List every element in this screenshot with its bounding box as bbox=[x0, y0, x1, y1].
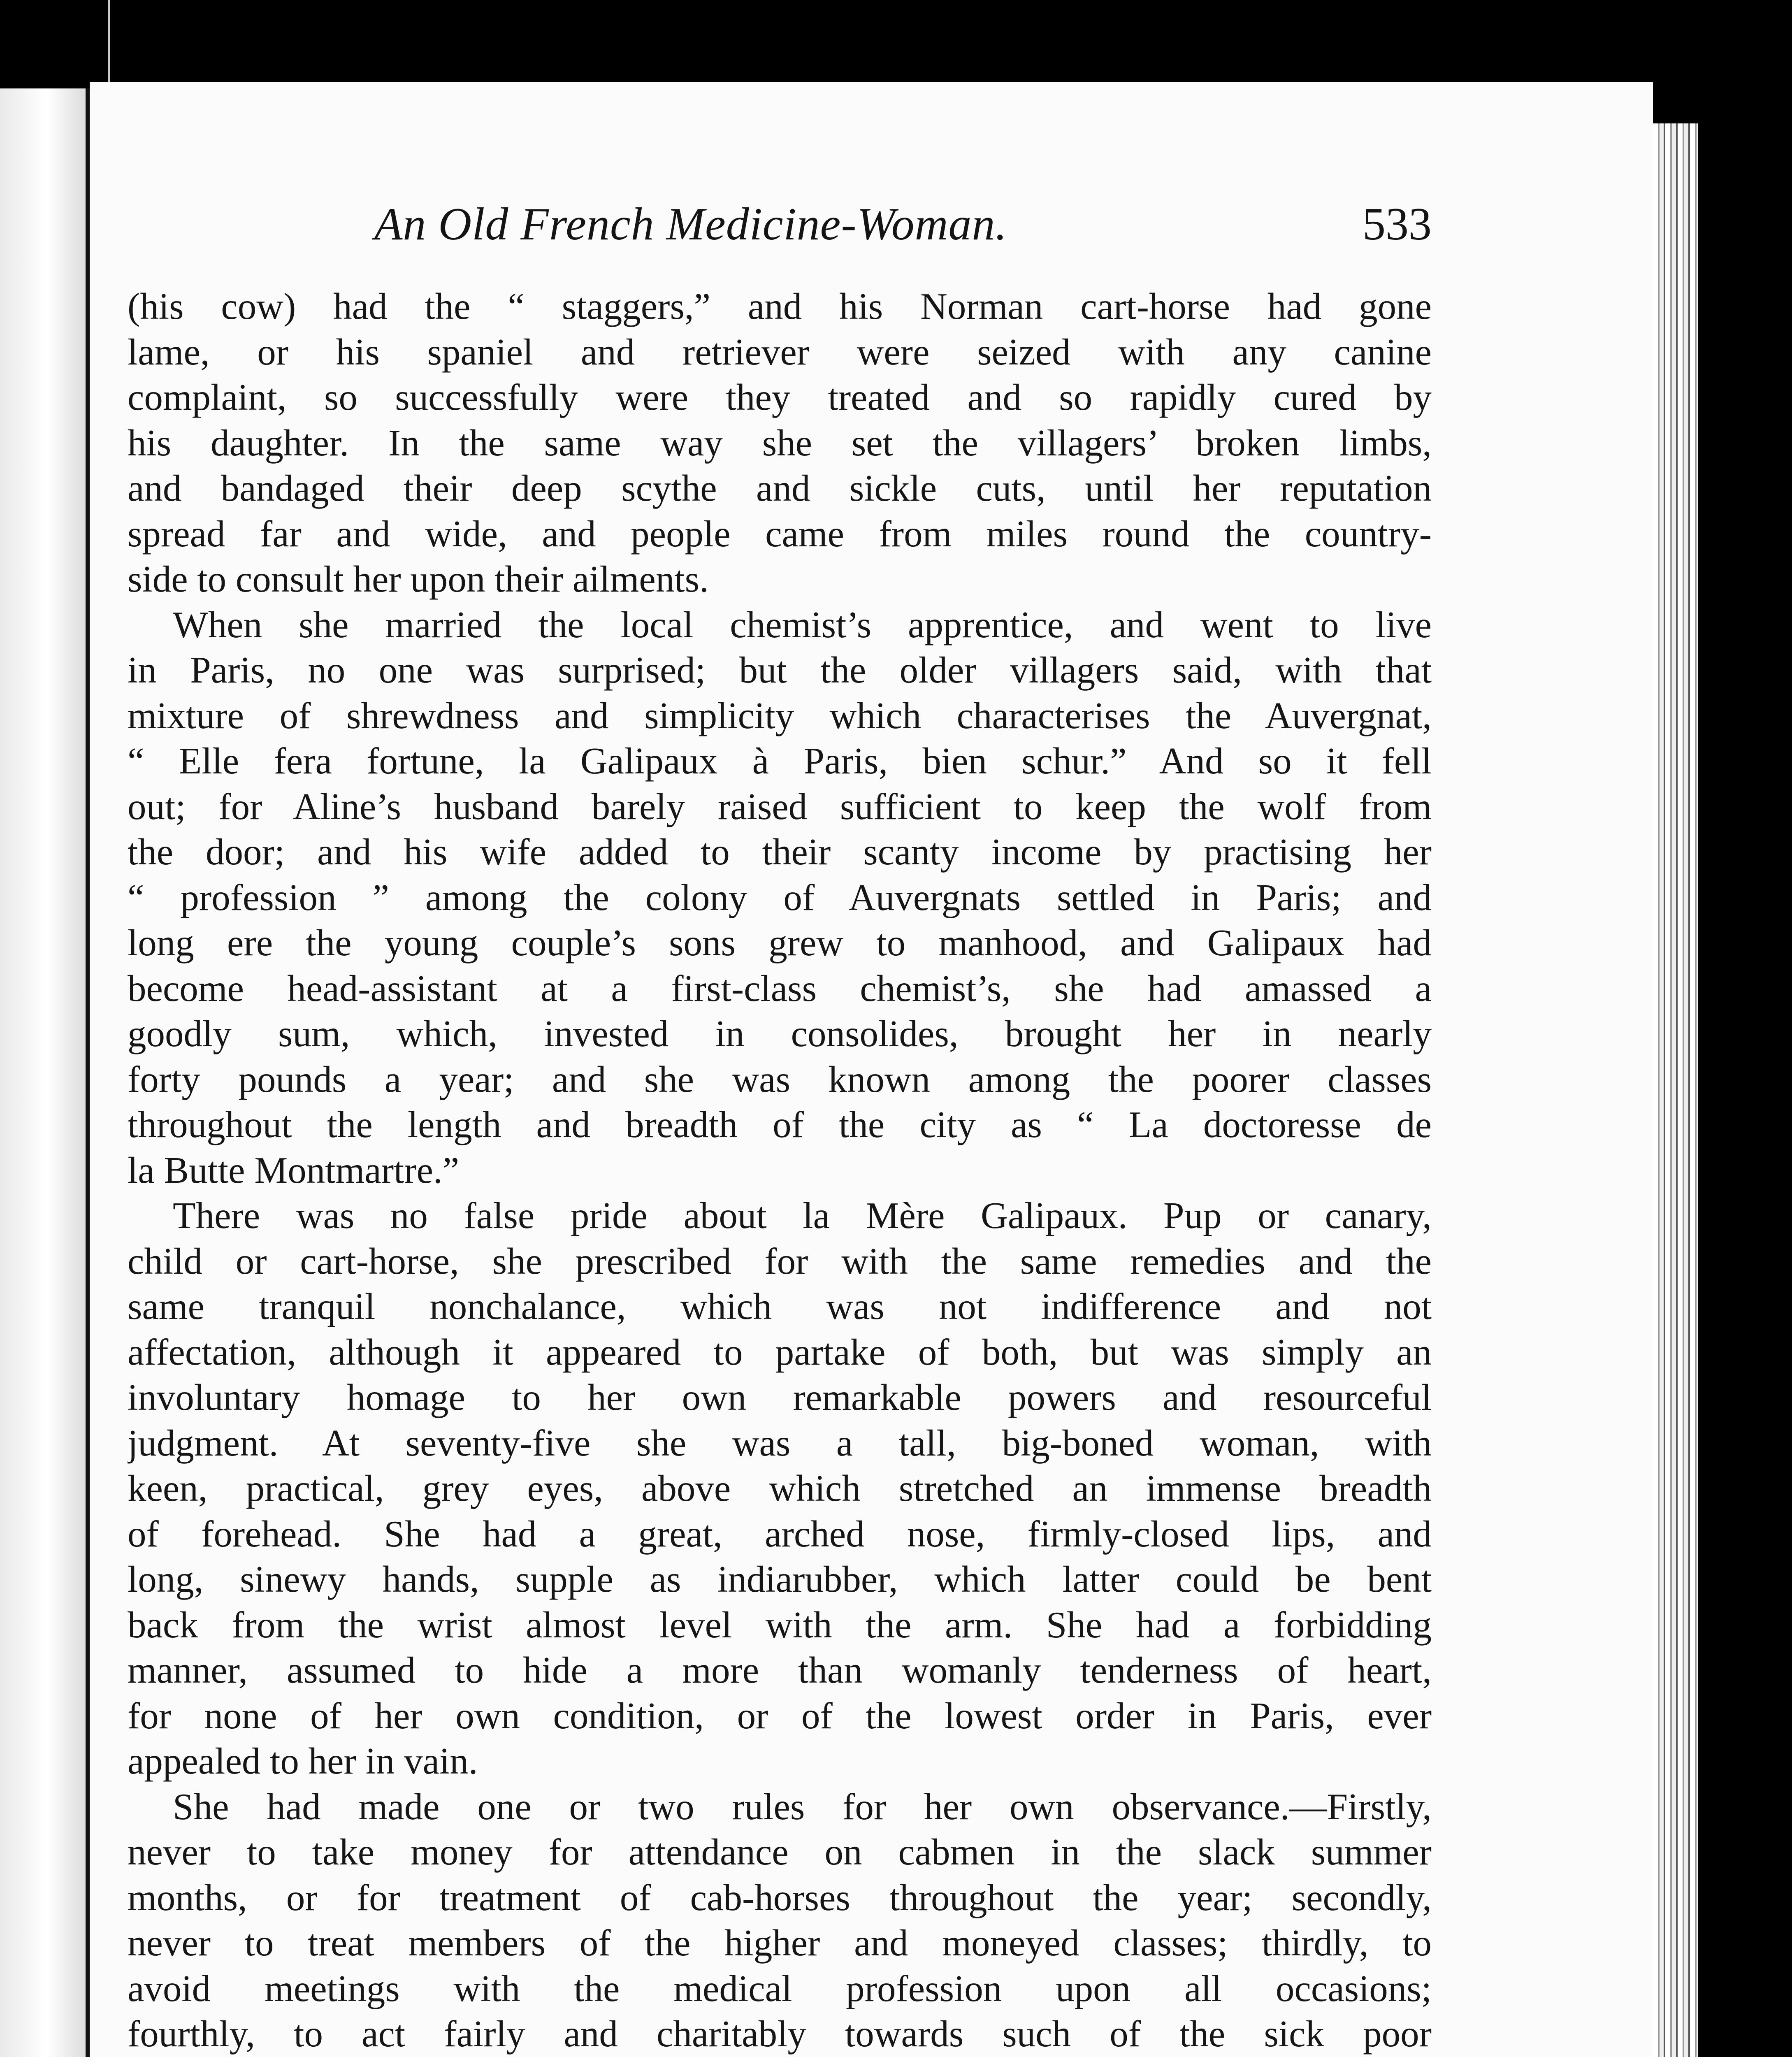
text-line: long ere the young couple’s sons grew to manhood, and Galipaux had bbox=[128, 922, 1432, 963]
text-line: side to consult her upon their ailments. bbox=[128, 558, 709, 600]
running-title: An Old French Medicine-Woman. bbox=[374, 199, 1007, 250]
text-line: the door; and his wife added to their scanty income by practising her bbox=[128, 831, 1432, 873]
text-line: manner, assumed to hide a more than womanly tenderness of heart, bbox=[128, 1649, 1432, 1691]
text-line: never to take money for attendance on cabmen in the slack summer bbox=[128, 1831, 1432, 1873]
text-line: involuntary homage to her own remarkable powers and resourceful bbox=[128, 1377, 1432, 1418]
text-line: complaint, so successfully were they treated and so rapidly cured by bbox=[128, 376, 1432, 418]
paragraph bbox=[128, 1193, 1432, 1784]
text-line: avoid meetings with the medical profession upon all occasions; bbox=[128, 1967, 1432, 2009]
page-number: 533 bbox=[1363, 199, 1432, 250]
text-line: child or cart-horse, she prescribed for with the same remedies and the bbox=[128, 1240, 1432, 1282]
left-page-edge bbox=[0, 88, 90, 2057]
text-line: judgment. At seventy-five she was a tall, big-boned woman, with bbox=[128, 1422, 1432, 1464]
text-line: out; for Aline’s husband barely raised sufficient to keep the wolf from bbox=[128, 785, 1432, 827]
text-line: appealed to her in vain. bbox=[128, 1740, 478, 1782]
body-text bbox=[128, 284, 1432, 2057]
text-line: his daughter. In the same way she set the villagers’ broken limbs, bbox=[128, 422, 1432, 464]
text-line: “ Elle fera fortune, la Galipaux à Paris, bien schur.” And so it fell bbox=[128, 740, 1432, 782]
text-line: in Paris, no one was surprised; but the older villagers said, with that bbox=[128, 649, 1432, 691]
text-line: She had made one or two rules for her own observance.—Firstly, bbox=[173, 1785, 1432, 1827]
text-line: back from the wrist almost level with the arm. She had a forbidding bbox=[128, 1604, 1432, 1646]
text-line: fourthly, to act fairly and charitably towards such of the sick poor bbox=[128, 2013, 1432, 2055]
running-head bbox=[128, 193, 1432, 255]
text-line: never to treat members of the higher and moneyed classes; thirdly, to bbox=[128, 1922, 1432, 1964]
text-line: months, or for treatment of cab-horses throughout the year; secondly, bbox=[128, 1876, 1432, 1918]
text-line: lame, or his spaniel and retriever were seized with any canine bbox=[128, 331, 1432, 373]
text-line: “ profession ” among the colony of Auvergnats settled in Paris; and bbox=[128, 876, 1432, 918]
text-line: forty pounds a year; and she was known among the poorer classes bbox=[128, 1058, 1432, 1100]
text-line: of forehead. She had a great, arched nose, firmly-closed lips, and bbox=[128, 1513, 1432, 1555]
paragraph bbox=[128, 284, 1432, 602]
book-spine-edge bbox=[108, 0, 110, 86]
text-line: When she married the local chemist’s apprentice, and went to live bbox=[173, 604, 1432, 645]
page-stack-edge bbox=[1653, 123, 1698, 2057]
text-line: keen, practical, grey eyes, above which stretched an immense breadth bbox=[128, 1467, 1432, 1509]
text-line: goodly sum, which, invested in consolides, brought her in nearly bbox=[128, 1013, 1432, 1054]
text-line: same tranquil nonchalance, which was not indifference and not bbox=[128, 1286, 1432, 1327]
text-line: become head-assistant at a first-class chemist’s, she had amassed a bbox=[128, 967, 1432, 1009]
text-line: (his cow) had the “ staggers,” and his Norman cart-horse had gone bbox=[128, 286, 1432, 327]
text-line: for none of her own condition, or of the lowest order in Paris, ever bbox=[128, 1695, 1432, 1737]
text-line: long, sinewy hands, supple as indiarubber, which latter could be bent bbox=[128, 1558, 1432, 1600]
text-line: spread far and wide, and people came from miles round the country- bbox=[128, 513, 1432, 555]
text-line: la Butte Montmartre.” bbox=[128, 1149, 460, 1191]
text-line: mixture of shrewdness and simplicity which characterises the Auvergnat, bbox=[128, 694, 1432, 736]
paragraph bbox=[128, 602, 1432, 1193]
paragraph bbox=[128, 1784, 1432, 2057]
text-line: There was no false pride about la Mère Galipaux. Pup or canary, bbox=[173, 1195, 1432, 1236]
text-line: throughout the length and breadth of the city as “ La doctoresse de bbox=[128, 1104, 1432, 1145]
text-line: and bandaged their deep scythe and sickle cuts, until her reputation bbox=[128, 467, 1432, 509]
text-line: affectation, although it appeared to partake of both, but was simply an bbox=[128, 1331, 1432, 1373]
